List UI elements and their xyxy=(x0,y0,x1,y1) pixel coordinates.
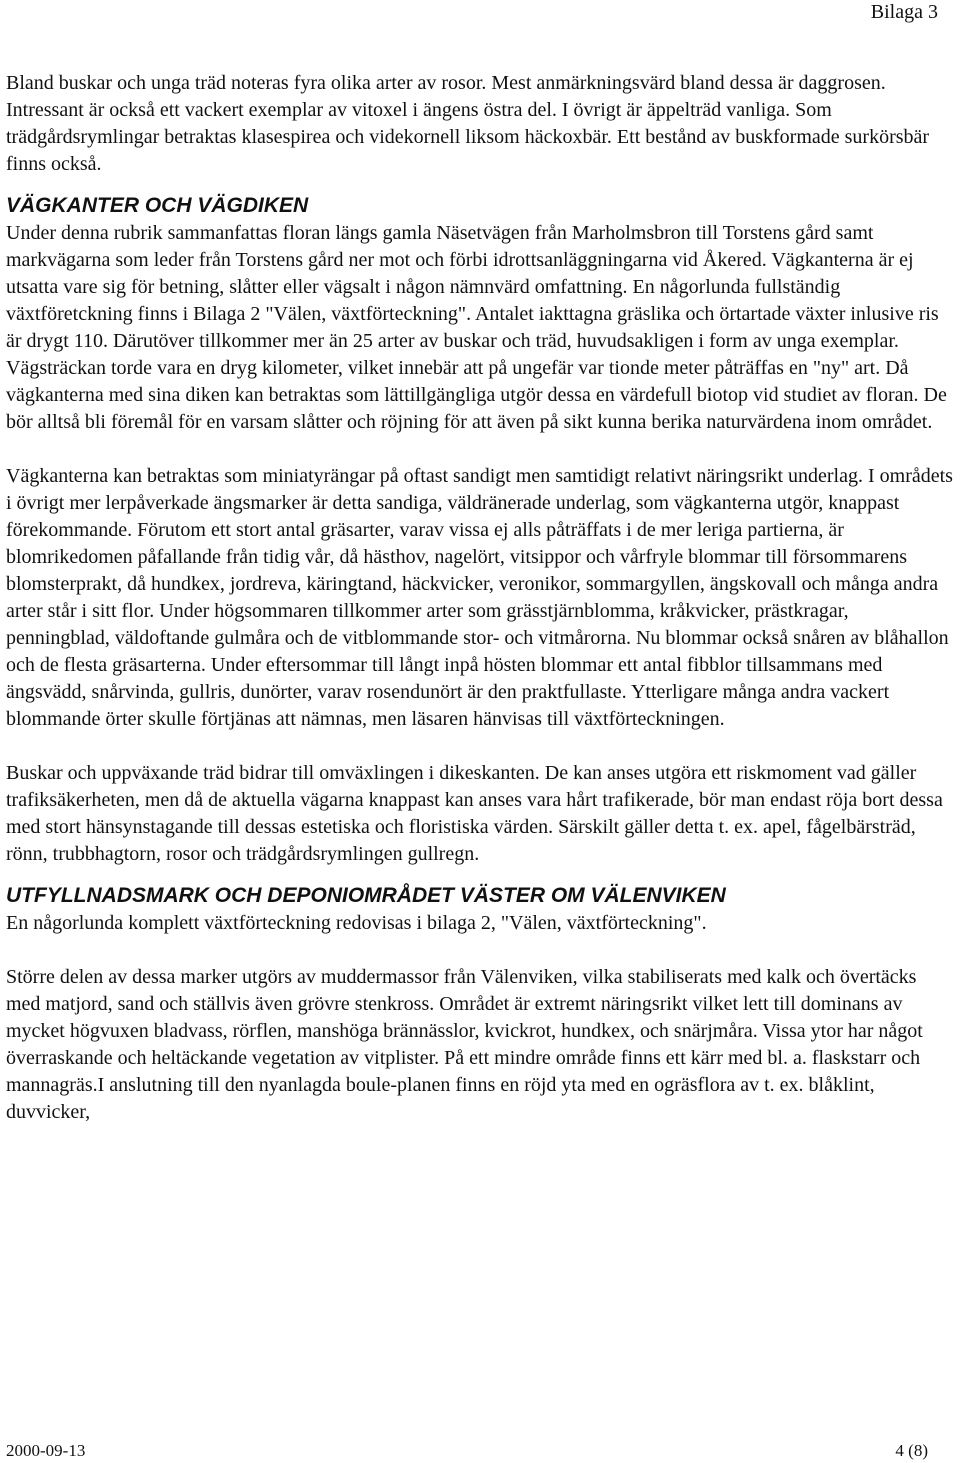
vagkanter-paragraph-1: Under denna rubrik sammanfattas floran längs gamla Näsetvägen från Marholmsbron till Torstens gård samt markvägarna som leder från Torstens gård ner mot och förbi idrottsanläggningarna vid Åkered. Vägkanterna är ej utsatta vare sig för betning, slåtter eller vägsalt i någon nämnvärd omfattning. En någorlunda fullständig växtföretckning finns i Bilaga 2 "Välen, växtförteckning". Antalet iakttagna gräslika och örtartade växter inlusive ris är drygt 110. Därutöver tillkommer mer än 25 arter av buskar och träd, huvudsakligen i form av unga exemplar. Vägsträckan torde vara en dryg kilometer, vilket innebär att på ungefär var tionde meter påträffas en "ny" art. Då vägkanterna med sina diken kan betraktas som lättillgängliga utgör dessa en värdefull biotop vid studiet av floran. De bör alltså bli föremål för en varsam slåtter och röjning för att även på sikt kunna berika naturvärdena inom området. xyxy=(6,222,947,433)
utfyllnadsmark-paragraph-2: Större delen av dessa marker utgörs av muddermassor från Välenviken, vilka stabiliserats med kalk och övertäcks med matjord, sand och ställvis även grövre stenkross. Området är extremt näringsrikt vilket lett till dominans av mycket högvuxen bladvass, rörflen, manshöga brännässlor, kvickrot, hundkex, och snärjmåra. Vissa ytor har något överraskande och heltäckande vegetation av vitplister. På ett mindre område finns ett kärr med bl. a. flaskstarr och mannagräs.I anslutning till den nyanlagda boule-planen finns en röjd yta med en ogräsflora av t. ex. blåklint, duvvicker, xyxy=(6,966,923,1123)
section-heading-utfyllnadsmark: UTFYLLNADSMARK OCH DEPONIOMRÅDET VÄSTER OM VÄLENVIKEN xyxy=(6,884,726,907)
footer-date: 2000-09-13 xyxy=(6,1441,86,1460)
footer-page-number: 4 (8) xyxy=(895,1441,928,1460)
section-heading-vagkanter: VÄGKANTER OCH VÄGDIKEN xyxy=(6,194,309,217)
vagkanter-paragraph-3: Buskar och uppväxande träd bidrar till omväxlingen i dikeskanten. De kan anses utgöra ett riskmoment vad gäller trafiksäkerheten, men då de aktuella vägarna knappast kan anses vara hårt trafikerade, bör man endast röja bort dessa med stort hänsynstagande till dessas estetiska och floristiska värden. Särskilt gäller detta t. ex. apel, fågelbärsträd, rönn, trubbhagtorn, rosor och trädgårdsrymlingen gullregn. xyxy=(6,762,943,865)
document-body xyxy=(6,70,954,1126)
intro-paragraph: Bland buskar och unga träd noteras fyra olika arter av rosor. Mest anmärkningsvärd bland dessa är daggrosen. Intressant är också ett vackert exemplar av vitoxel i ängens östra del. I övrigt är äppelträd vanliga. Som trädgårdsrymlingar betraktas klasespirea och videkornell liksom häckoxbär. Ett bestånd av buskformade surkörsbär finns också. xyxy=(6,72,930,175)
vagkanter-paragraph-2: Vägkanterna kan betraktas som miniatyrängar på oftast sandigt men samtidigt relativt näringsrikt underlag. I områdets i övrigt mer lerpåverkade ängsmarker är detta sandiga, väldränerade underlag, som vägkanterna utgör, knappast förekommande. Förutom ett stort antal gräsarter, varav vissa ej alls påträffats i de mer leriga partierna, är blomrikedomen påfallande från tidig vår, då hästhov, nagelört, vitsippor och vårfryle blommar till försommarens blomsterprakt, då hundkex, jordreva, käringtand, häckvicker, veronikor, sommargyllen, ängskovall och många andra arter står i sitt flor. Under högsommaren tillkommer arter som grässtjärnblomma, kråkvicker, prästkragar, penningblad, väldoftande gulmåra och de vitblommande stor- och vitmårorna. Nu blommar också snåren av blåhallon och de flesta gräsarterna. Under eftersommar till långt inpå hösten blommar ett antal fibblor tillsammans med ängsvädd, snårvinda, gullris, dunörter, varav rosendunört är den praktfullaste. Ytterligare många andra vackert blommande örter skulle förtjänas att nämnas, men läsaren hänvisas till växtförteckningen. xyxy=(6,465,953,730)
utfyllnadsmark-paragraph-1: En någorlunda komplett växtförteckning redovisas i bilaga 2, "Välen, växtförteckning". xyxy=(6,912,707,934)
page-header: Bilaga 3 xyxy=(870,1,938,23)
